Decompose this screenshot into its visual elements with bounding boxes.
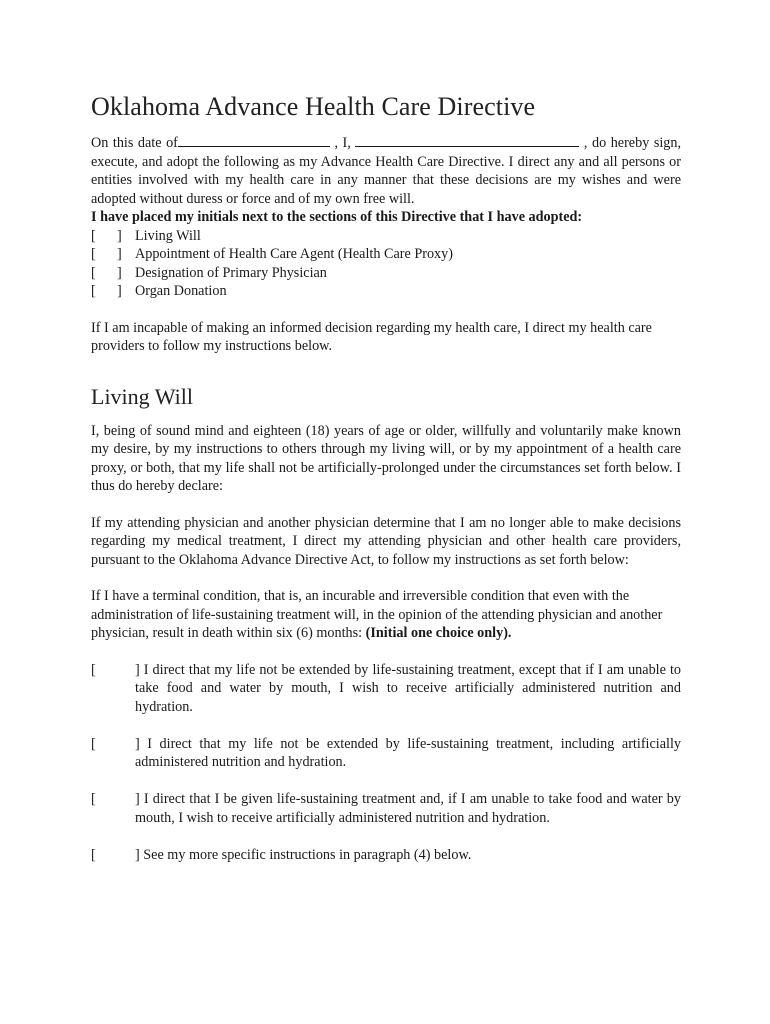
- living-will-para-1: I, being of sound mind and eighteen (18) years of age or older, willfully and voluntarily make known my desire, by my instructions to others through my living will, or by my appointment of a health care proxy, or both, that my life shall not be artificially-prolonged under the circumstances set forth below. I thus do hereby declare:: [91, 422, 681, 494]
- spacer: [91, 643, 681, 661]
- treatment-options: [91, 661, 681, 865]
- option-give-treatment[interactable]: [91, 790, 681, 827]
- section-item-organ-donation[interactable]: [91, 282, 681, 301]
- option-bracket[interactable]: [: [91, 735, 96, 752]
- intro-text-3: , do hereby sign, execute, and adopt the following as my Advance Health Care Directive. I direct any and all persons or entities involved with my health care in any manner that these decisions are my wishes and were adopted without duress or force and of my own free will.: [91, 135, 682, 207]
- section-label: Designation of Primary Physician: [135, 264, 327, 281]
- section-checklist: [91, 227, 681, 301]
- option-bracket[interactable]: [: [91, 846, 96, 863]
- initial-bracket[interactable]: [ ]: [91, 227, 122, 244]
- option-bracket[interactable]: [: [91, 661, 96, 678]
- initial-bracket[interactable]: [ ]: [91, 246, 122, 262]
- option-text: ] I direct that my life not be extended by life-sustaining treatment, including artificially administered nutrition and hydration.: [135, 735, 681, 770]
- section-item-primary-physician[interactable]: [91, 264, 681, 283]
- initial-one-choice-note: (Initial one choice only).: [365, 625, 512, 641]
- terminal-condition-text: If I have a terminal condition, that is, an incurable and irreversible condition that even with the administration of life-sustaining treatment will, in the opinion of the attending physician and another physician, result in death within six (6) months:: [91, 588, 663, 641]
- section-label: Living Will: [135, 227, 201, 244]
- living-will-para-3: [91, 587, 681, 643]
- section-item-living-will[interactable]: [91, 227, 681, 246]
- name-blank-field[interactable]: [355, 134, 579, 147]
- spacer: [91, 496, 681, 514]
- initials-heading: I have placed my initials next to the sections of this Directive that I have adopted:: [91, 209, 583, 225]
- living-will-para-2: If my attending physician and another physician determine that I am no longer able to make decisions regarding my medical treatment, I direct my attending physician and other health care providers, pursuant to the Oklahoma Advance Directive Act, to follow my instructions as set forth below:: [91, 514, 681, 568]
- date-blank-field[interactable]: [178, 134, 330, 147]
- intro-text-1: On this date of: [91, 135, 178, 151]
- initial-bracket[interactable]: [ ]: [91, 283, 122, 299]
- document-page: [91, 92, 681, 883]
- document-title: Oklahoma Advance Health Care Directive: [91, 92, 536, 121]
- living-will-heading: Living Will: [91, 383, 193, 409]
- option-text: ] I direct that my life not be extended by life-sustaining treatment, except that if I am unable to take food and water by mouth, I wish to receive artificially administered nutrition and hydration.: [135, 661, 681, 715]
- section-label: Organ Donation: [135, 283, 227, 299]
- intro-paragraph: [91, 134, 681, 208]
- intro-text-2: , I,: [334, 135, 351, 151]
- section-item-health-care-agent[interactable]: [91, 245, 681, 264]
- option-text: ] I direct that I be given life-sustaining treatment and, if I am unable to take food and water by mouth, I wish to receive artificially administered nutrition and hydration.: [135, 791, 681, 826]
- initial-bracket[interactable]: [ ]: [91, 264, 122, 281]
- incapable-paragraph: If I am incapable of making an informed decision regarding my health care, I direct my health care providers to follow my instructions below.: [91, 319, 652, 354]
- option-no-extension-including-nutrition[interactable]: [91, 735, 681, 772]
- option-text: ] See my more specific instructions in paragraph (4) below.: [135, 846, 472, 863]
- option-no-extension-with-nutrition[interactable]: [91, 661, 681, 717]
- spacer: [91, 301, 681, 319]
- option-bracket[interactable]: [: [91, 791, 96, 807]
- section-label: Appointment of Health Care Agent (Health Care Proxy): [135, 246, 453, 262]
- option-specific-instructions[interactable]: [91, 846, 681, 865]
- spacer: [91, 569, 681, 587]
